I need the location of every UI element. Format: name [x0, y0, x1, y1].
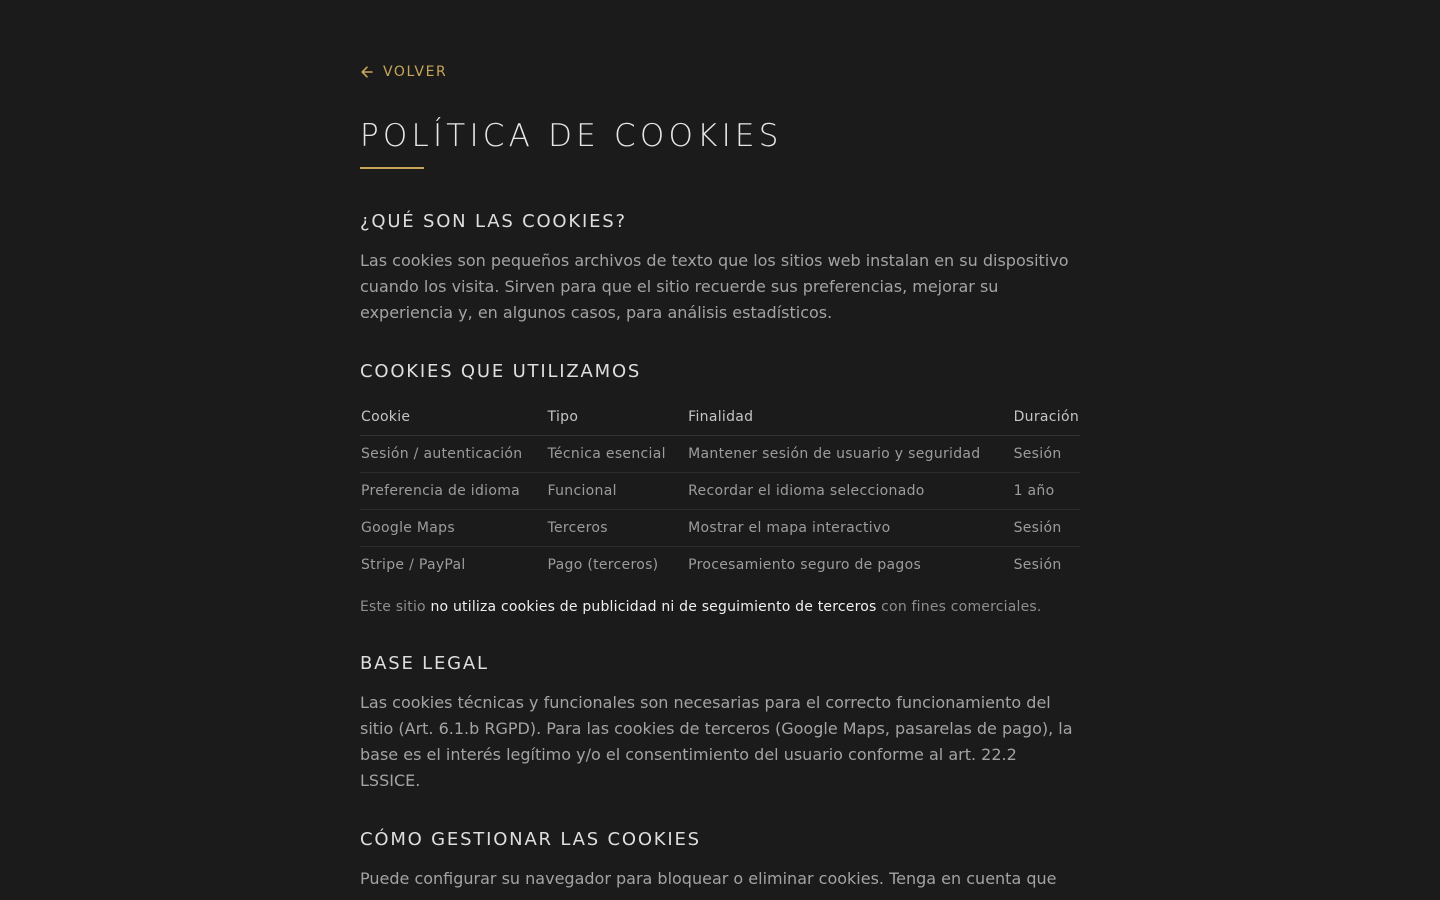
- table-cell: Funcional: [547, 473, 688, 510]
- table-cell: Stripe / PayPal: [361, 557, 466, 573]
- column-header-duracion: Duración: [1013, 398, 1080, 436]
- back-label: VOLVER: [383, 64, 448, 80]
- table-row: [360, 473, 1080, 510]
- table-cell: Terceros: [547, 510, 688, 547]
- heading-cookies-used: COOKIES QUE UTILIZAMOS: [360, 361, 642, 382]
- table-cell: Técnica esencial: [547, 436, 688, 473]
- table-cell: Sesión: [1013, 436, 1080, 473]
- column-header-cookie: Cookie: [360, 398, 547, 436]
- arrow-left-icon: [360, 65, 374, 79]
- table-row: [360, 547, 1080, 584]
- table-cell: Mantener sesión de usuario y seguridad: [687, 436, 1012, 473]
- cookies-table: [360, 398, 1080, 583]
- paragraph-legal-basis: Las cookies técnicas y funcionales son necesarias para el correcto funcionamiento del sitio (Art. 6.1.b RGPD). Para las cookies de terceros (Google Maps, pasarelas de pago), la base es el interés legítimo y/o el consentimiento del usuario conforme al art. 22.2 LSSICE.: [360, 693, 1073, 790]
- table-cell: Recordar el idioma seleccionado: [687, 473, 1012, 510]
- note-text-after: con fines comerciales.: [876, 599, 1042, 615]
- heading-legal-basis: BASE LEGAL: [360, 653, 489, 674]
- page-title: POLÍTICA DE COOKIES: [360, 118, 783, 154]
- heading-manage-cookies: CÓMO GESTIONAR LAS COOKIES: [360, 829, 701, 850]
- table-row: [360, 510, 1080, 547]
- note-text-before: Este sitio: [360, 599, 431, 615]
- table-cell: Pago (terceros): [547, 557, 659, 573]
- note-emphasis: no utiliza cookies de publicidad ni de seguimiento de terceros: [430, 599, 877, 615]
- table-header-row: [360, 398, 1080, 436]
- no-advertising-note: [360, 599, 1042, 615]
- table-cell: Procesamiento seguro de pagos: [688, 557, 922, 573]
- table-cell: Preferencia de idioma: [360, 473, 547, 510]
- column-header-tipo: Tipo: [547, 398, 688, 436]
- table-row: [360, 436, 1080, 473]
- table-cell: Sesión: [1013, 510, 1080, 547]
- heading-what-are-cookies: ¿QUÉ SON LAS COOKIES?: [360, 211, 627, 232]
- table-cell: Google Maps: [360, 510, 547, 547]
- table-cell: 1 año: [1013, 473, 1080, 510]
- paragraph-manage-cookies: Puede configurar su navegador para bloquear o eliminar cookies. Tenga en cuenta que: [360, 869, 1057, 888]
- table-cell: Sesión: [1013, 557, 1062, 573]
- back-link[interactable]: [360, 64, 447, 80]
- table-cell: Mostrar el mapa interactivo: [687, 510, 1012, 547]
- title-underline: [360, 167, 424, 169]
- column-header-finalidad: Finalidad: [687, 398, 1012, 436]
- paragraph-what-are-cookies: Las cookies son pequeños archivos de texto que los sitios web instalan en su dispositivo cuando los visita. Sirven para que el sitio recuerde sus preferencias, mejorar su experiencia y, en algunos casos, para análisis estadísticos.: [360, 251, 1069, 322]
- table-cell: Sesión / autenticación: [360, 436, 547, 473]
